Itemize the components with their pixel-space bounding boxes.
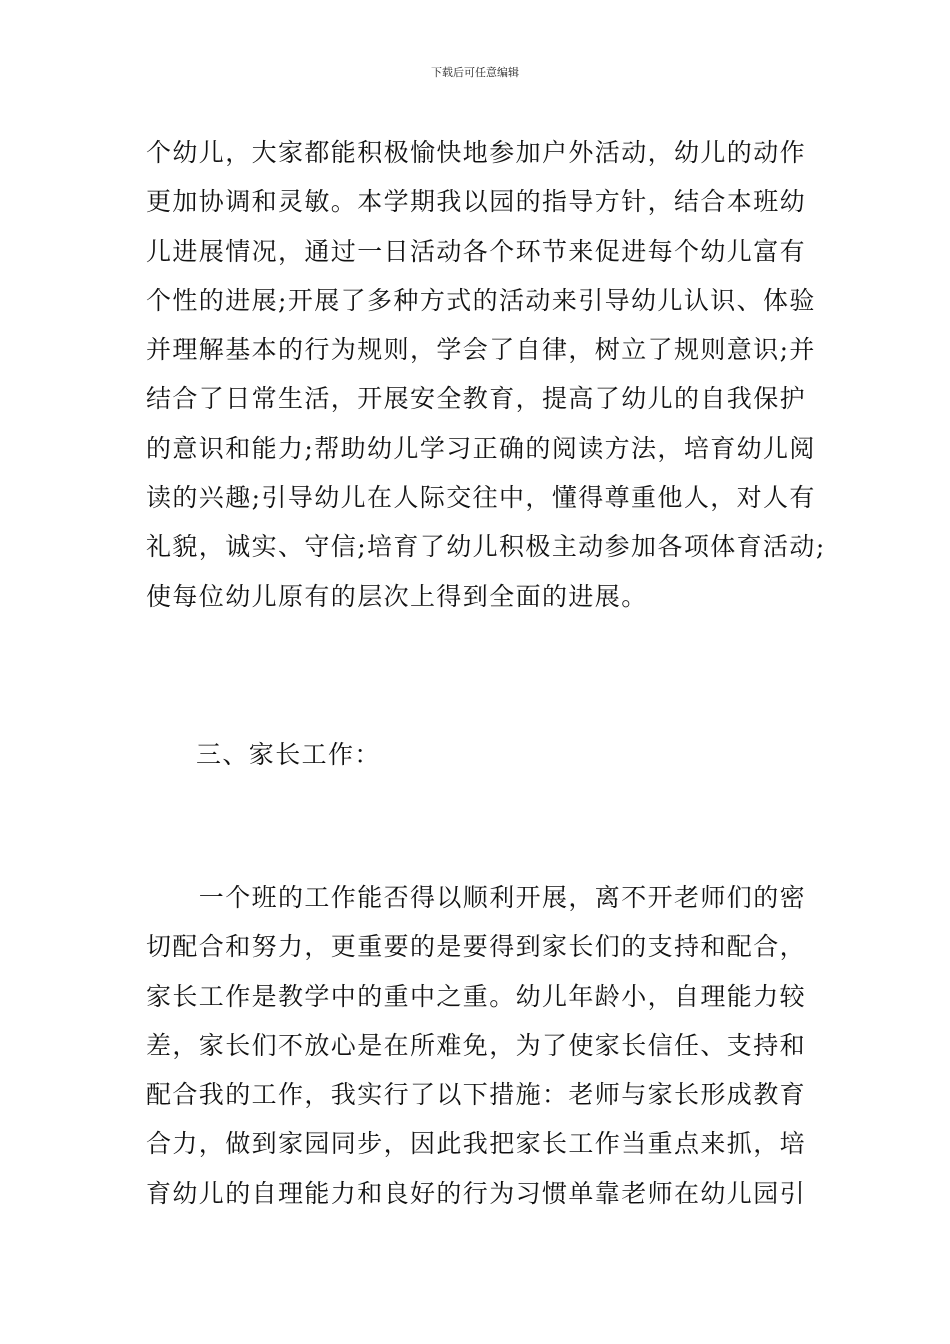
page-header: 下载后可任意编辑 — [431, 66, 519, 79]
text-line: 一个班的工作能否得以顺利开展，离不开老师们的密 — [146, 883, 807, 912]
text-line: 育幼儿的自理能力和良好的行为习惯单靠老师在幼儿园引 — [146, 1178, 807, 1208]
body-paragraph-2 — [146, 873, 826, 1218]
text-line: 配合我的工作，我实行了以下措施：老师与家长形成教育 — [146, 1080, 807, 1110]
text-line: 读的兴趣;引导幼儿在人际交往中，懂得尊重他人，对人有 — [146, 483, 816, 513]
text-line: 合力，做到家园同步，因此我把家长工作当重点来抓，培 — [146, 1129, 807, 1159]
section-heading: 三、家长工作： — [196, 740, 381, 769]
text-line: 差，家长们不放心是在所难免，为了使家长信任、支持和 — [146, 1030, 807, 1060]
text-line: 家长工作是教学中的重中之重。幼儿年龄小，自理能力较 — [146, 981, 807, 1011]
text-line: 结合了日常生活，开展安全教育，提高了幼儿的自我保护 — [146, 384, 807, 414]
text-line: 更加协调和灵敏。本学期我以园的指导方针，结合本班幼 — [146, 187, 807, 217]
text-line: 使每位幼儿原有的层次上得到全面的进展。 — [146, 581, 648, 611]
text-line: 的意识和能力;帮助幼儿学习正确的阅读方法，培育幼儿阅 — [146, 433, 816, 463]
text-line: 儿进展情况，通过一日活动各个环节来促进每个幼儿富有 — [146, 236, 807, 266]
text-line: 礼貌，诚实、守信;培育了幼儿积极主动参加各项体育活动; — [146, 532, 826, 562]
text-line: 个幼儿，大家都能积极愉快地参加户外活动，幼儿的动作 — [146, 138, 807, 167]
text-line: 切配合和努力，更重要的是要得到家长们的支持和配合， — [146, 932, 807, 962]
text-line: 个性的进展;开展了多种方式的活动来引导幼儿认识、体验 — [146, 285, 816, 315]
body-paragraph-1 — [146, 128, 826, 621]
text-line: 并理解基本的行为规则，学会了自律，树立了规则意识;并 — [146, 335, 816, 365]
